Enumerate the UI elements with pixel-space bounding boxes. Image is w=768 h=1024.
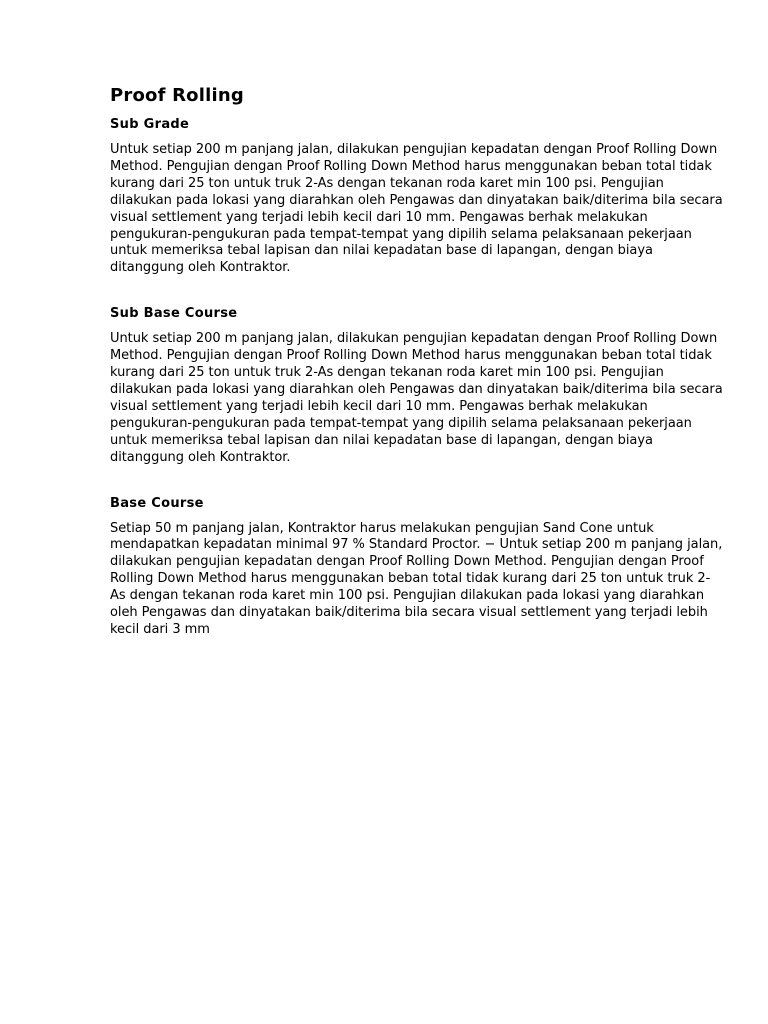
section-base-course xyxy=(110,495,725,639)
section-paragraph: Setiap 50 m panjang jalan, Kontraktor harus melakukan pengujian Sand Cone untuk mendapatkan kepadatan minimal 97 % Standard Proctor. − Untuk setiap 200 m panjang jalan, dilakukan pengujian kepadatan dengan Proof Rolling Down Method. Pengujian dengan Proof Rolling Down Method harus menggunakan beban total tidak kurang dari 25 ton untuk truk 2-As dengan tekanan roda karet min 100 psi. Pengujian dilakukan pada lokasi yang diarahkan oleh Pengawas dan dinyatakan baik/diterima bila secara visual settlement yang terjadi lebih kecil dari 3 mm xyxy=(110,520,723,637)
document-page xyxy=(110,84,725,667)
section-sub-base-course xyxy=(110,305,725,466)
section-paragraph: Untuk setiap 200 m panjang jalan, dilakukan pengujian kepadatan dengan Proof Rolling Down Method. Pengujian dengan Proof Rolling Down Method harus menggunakan beban total tidak kurang dari 25 ton untuk truk 2-As dengan tekanan roda karet min 100 psi. Pengujian dilakukan pada lokasi yang diarahkan oleh Pengawas dan dinyatakan baik/diterima bila secara visual settlement yang terjadi lebih kecil dari 10 mm. Pengawas berhak melakukan pengukuran-pengukuran pada tempat-tempat yang dipilih selama pelaksanaan pekerjaan untuk memeriksa tebal lapisan dan nilai kepadatan base di lapangan, dengan biaya ditanggung oleh Kontraktor. xyxy=(110,142,723,276)
section-sub-grade xyxy=(110,116,725,277)
page-title: Proof Rolling xyxy=(110,85,244,106)
section-heading: Sub Base Course xyxy=(110,306,238,322)
section-heading: Base Course xyxy=(110,495,204,511)
section-paragraph: Untuk setiap 200 m panjang jalan, dilakukan pengujian kepadatan dengan Proof Rolling Down Method. Pengujian dengan Proof Rolling Down Method harus menggunakan beban total tidak kurang dari 25 ton untuk truk 2-As dengan tekanan roda karet min 100 psi. Pengujian dilakukan pada lokasi yang diarahkan oleh Pengawas dan dinyatakan baik/diterima bila secara visual settlement yang terjadi lebih kecil dari 10 mm. Pengawas berhak melakukan pengukuran-pengukuran pada tempat-tempat yang dipilih selama pelaksanaan pekerjaan untuk memeriksa tebal lapisan dan nilai kepadatan base di lapangan, dengan biaya ditanggung oleh Kontraktor. xyxy=(110,331,723,465)
section-heading: Sub Grade xyxy=(110,117,190,132)
